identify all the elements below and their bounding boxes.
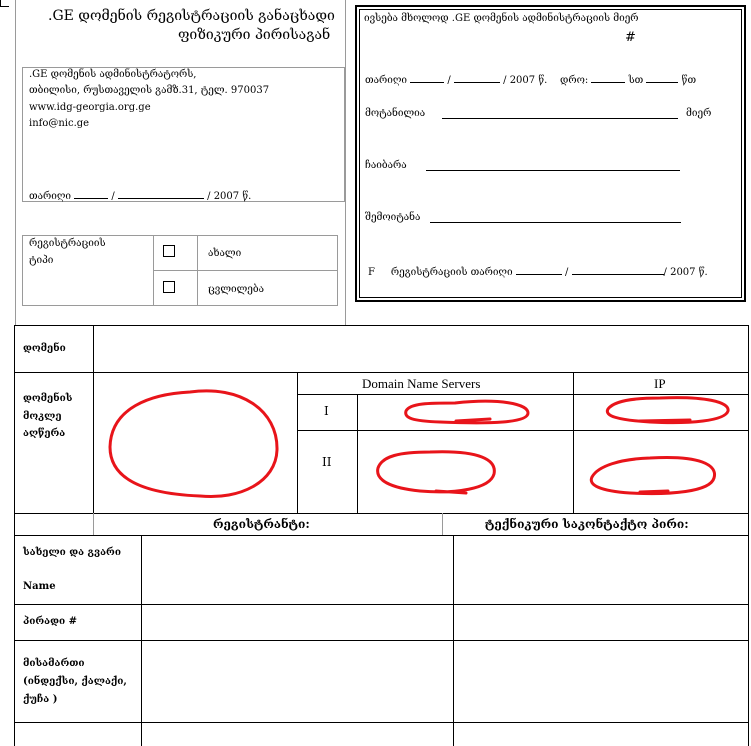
reg-type-label-1: რეგისტრაციის	[29, 238, 106, 249]
admin-line2: თბილისი, რუსთაველის გამზ.31, ტელ. 970037	[29, 85, 270, 96]
reg-date-label: რეგისტრაციის თარიღი	[390, 267, 513, 278]
registrant-address-input[interactable]	[143, 642, 452, 721]
dns-header: Domain Name Servers	[362, 376, 481, 391]
personal-number-label: პირადი #	[23, 616, 77, 627]
option-new-label: ახალი	[208, 248, 242, 259]
date-label: თარიღი	[29, 191, 72, 202]
address-label-3: ქუჩა )	[23, 694, 58, 705]
red-oval-dns-2	[378, 452, 495, 493]
domain-desc-label-3: აღწერა	[23, 428, 66, 439]
domain-label: დომენი	[23, 343, 66, 354]
registrant-name-input[interactable]	[143, 537, 452, 603]
red-oval-dns-1	[406, 401, 528, 423]
reg-date-suffix: / 2007 წ.	[663, 267, 708, 278]
form-title-line1: .GE დომენის რეგისტრაციის განაცხადი	[48, 8, 335, 24]
date-suffix: / 2007 წ.	[207, 191, 252, 202]
red-oval-ip-2	[591, 457, 714, 493]
registrant-personal-number-input[interactable]	[143, 606, 452, 639]
received-label: ჩაიბარა	[365, 160, 407, 171]
dns-row-1-label: I	[324, 404, 329, 418]
option-change-label: ცვლილება	[208, 284, 264, 295]
hour-label: სთ	[628, 75, 644, 86]
ip-header: IP	[654, 376, 666, 391]
registrant-header: რეგისტრანტი:	[213, 517, 310, 531]
name-label: სახელი და გვარი	[23, 547, 121, 558]
office-number-hash: #	[625, 30, 636, 45]
admin-line1: .GE დომენის ადმინისტრატორს,	[29, 69, 197, 80]
brought-by-suffix: მიერ	[686, 108, 712, 119]
admin-website: www.idg-georgia.org.ge	[29, 102, 151, 113]
address-label-1: მისამართი	[23, 658, 85, 669]
office-header: ივსება მხოლოდ .GE დომენის ადმინისტრაციის მიერ	[364, 13, 639, 24]
domain-desc-label-2: მოკლე	[23, 411, 62, 422]
red-oval-ip-1	[607, 398, 728, 423]
f-label: F	[368, 267, 375, 278]
tech-name-input[interactable]	[455, 537, 747, 603]
domain-desc-label-1: დომენის	[23, 393, 73, 404]
reg-type-label-2: ტიპი	[29, 255, 54, 266]
tech-address-input[interactable]	[455, 642, 747, 721]
admin-email: info@nic.ge	[29, 118, 90, 129]
corner-mark	[0, 0, 9, 7]
admin-date-row: თარიღი / / 2007 წ.	[29, 188, 251, 202]
office-date-label: თარიღი	[365, 75, 408, 86]
minute-label: წთ	[681, 75, 697, 86]
office-date-row: თარიღი / / 2007 წ. დრო: სთ წთ	[365, 72, 696, 86]
form-title-line2: ფიზიკური პირისაგან	[178, 27, 331, 43]
dns-row-2-label: II	[322, 455, 332, 469]
address-label-2: (ინდექსი, ქალაქი,	[23, 676, 127, 687]
entered-label: შემოიტანა	[365, 212, 421, 223]
brought-by-label: მოტანილია	[365, 108, 426, 119]
name-label-en: Name	[23, 581, 56, 592]
registration-date-row: F რეგისტრაციის თარიღი / / 2007 წ.	[368, 264, 708, 278]
time-label: დრო:	[560, 75, 589, 86]
tech-contact-header: ტექნიკური საკონტაქტო პირი:	[485, 517, 689, 531]
red-oval-description	[110, 391, 277, 497]
office-date-suffix: / 2007 წ.	[503, 75, 548, 86]
tech-personal-number-input[interactable]	[455, 606, 747, 639]
